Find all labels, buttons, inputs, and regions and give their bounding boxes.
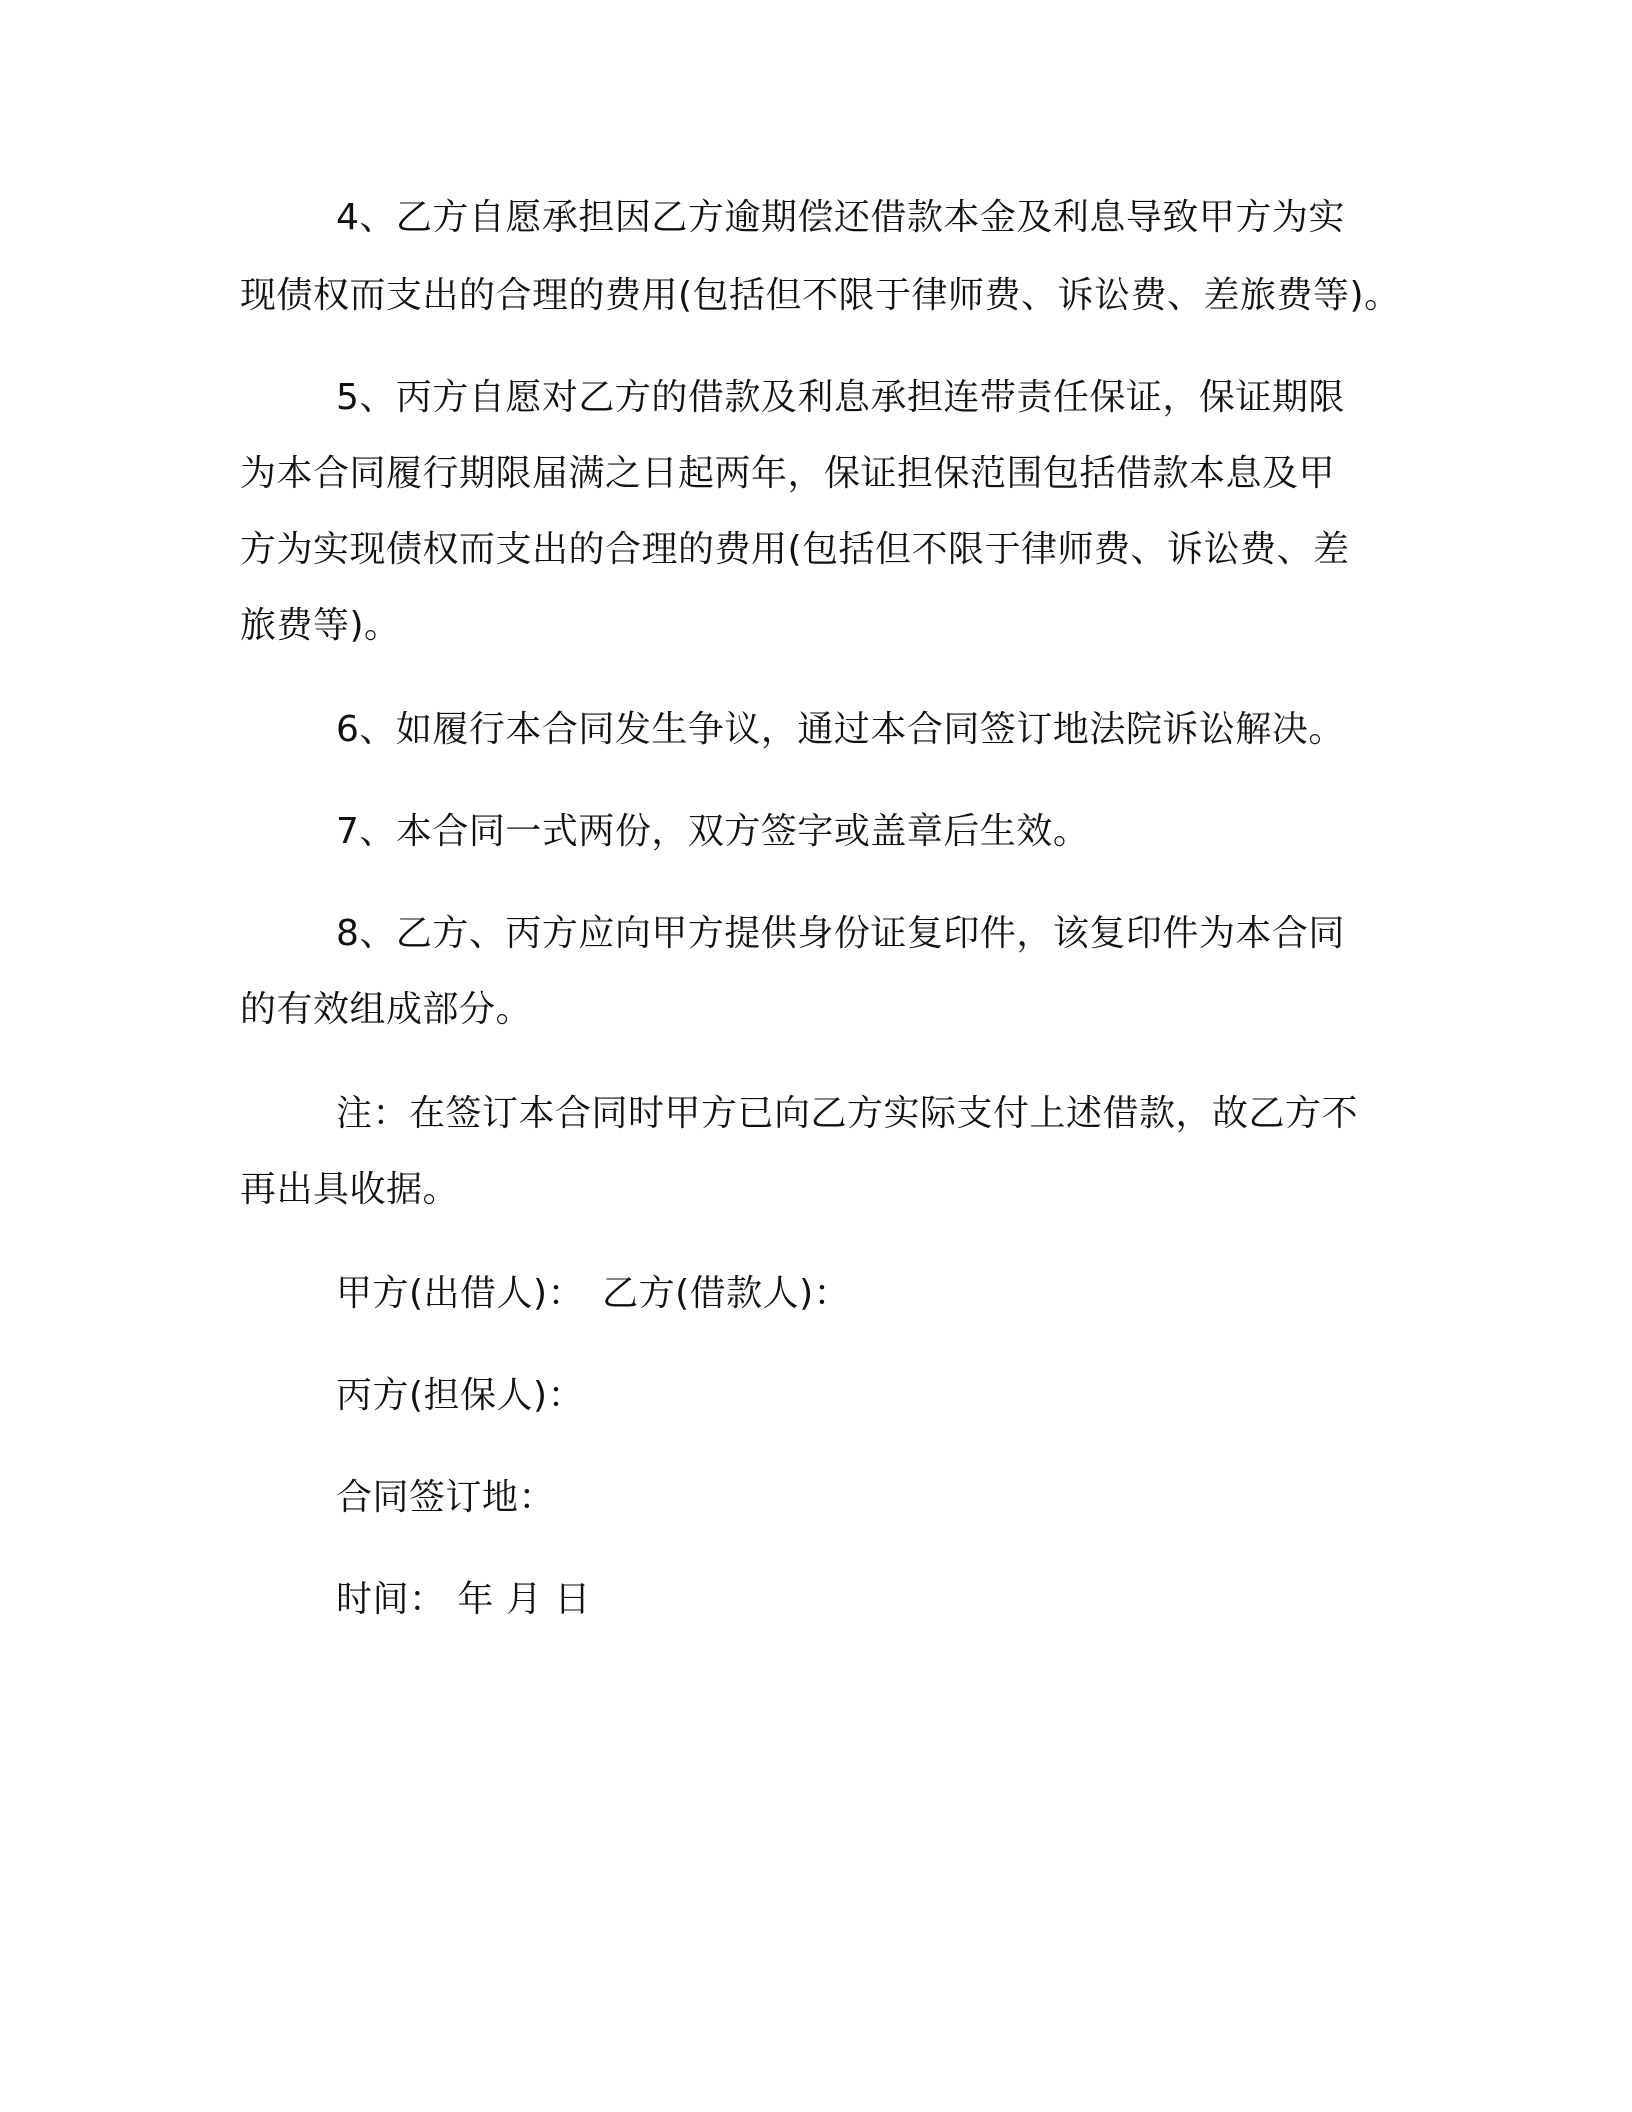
note-line-2: 再出具收据。 xyxy=(240,1169,460,1210)
clause-5-line-3: 方为实现债权而支出的合理的费用(包括但不限于律师费、诉讼费、差 xyxy=(240,529,1350,570)
note-line-1: 注：在签订本合同时甲方已向乙方实际支付上述借款，故乙方不 xyxy=(336,1093,1359,1134)
clause-4-line-1: 4、乙方自愿承担因乙方逾期偿还借款本金及利息导致甲方为实 xyxy=(336,197,1345,238)
clause-8-line-1: 8、乙方、丙方应向甲方提供身份证复印件，该复印件为本合同 xyxy=(336,913,1345,954)
clause-5-line-1: 5、丙方自愿对乙方的借款及利息承担连带责任保证，保证期限 xyxy=(336,377,1345,418)
signature-row-ab xyxy=(336,1268,850,1320)
signing-place-label: 合同签订地： xyxy=(336,1477,556,1518)
clause-5-line-2: 为本合同履行期限届满之日起两年，保证担保范围包括借款本息及甲 xyxy=(240,453,1336,494)
clause-5-line-4: 旅费等)。 xyxy=(240,605,401,646)
clause-8-line-2: 的有效组成部分。 xyxy=(240,989,533,1030)
clause-6-line-1: 6、如履行本合同发生争议，通过本合同签订地法院诉讼解决。 xyxy=(336,709,1345,750)
party-b-label: 乙方(借款人)： xyxy=(602,1273,851,1314)
clause-4-line-2: 现债权而支出的合理的费用(包括但不限于律师费、诉讼费、差旅费等)。 xyxy=(240,275,1401,316)
party-a-label: 甲方(出借人)： xyxy=(336,1273,585,1314)
signing-date-label: 时间： 年 月 日 xyxy=(336,1579,591,1620)
party-c-label: 丙方(担保人)： xyxy=(336,1375,585,1416)
clause-7-line-1: 7、本合同一式两份，双方签字或盖章后生效。 xyxy=(336,811,1090,852)
